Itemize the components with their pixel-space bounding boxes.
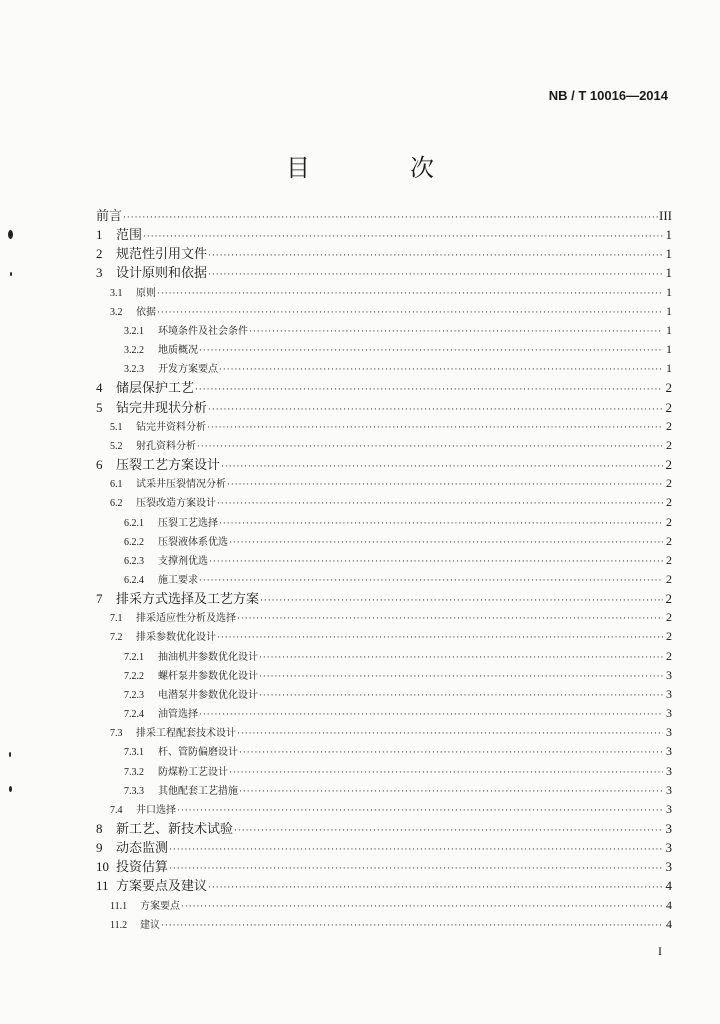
toc-entry-label: 其他配套工艺措施 bbox=[158, 785, 238, 797]
toc-entry-number: 5.2 bbox=[110, 440, 123, 452]
toc-entry-page: 2 bbox=[666, 648, 672, 663]
dot-leader bbox=[169, 860, 663, 879]
toc-entry[interactable] bbox=[96, 455, 672, 474]
toc-entry-page: 2 bbox=[666, 610, 672, 625]
dot-leader bbox=[195, 381, 663, 400]
toc-entry[interactable] bbox=[96, 263, 672, 282]
toc-entry-number: 11.1 bbox=[110, 900, 128, 912]
toc-entry-label: 射孔资料分析 bbox=[136, 440, 196, 452]
toc-entry-page: 2 bbox=[666, 571, 672, 586]
dot-leader bbox=[237, 725, 663, 744]
toc-entry-number: 3.1 bbox=[110, 287, 123, 299]
toc-entry-label: 排采方式选择及工艺方案 bbox=[116, 592, 260, 608]
toc-entry-page: 2 bbox=[665, 591, 672, 607]
toc-entry[interactable] bbox=[96, 206, 672, 225]
scan-speck bbox=[9, 752, 11, 757]
toc-entry-label: 依据 bbox=[136, 306, 156, 318]
toc-entry[interactable] bbox=[96, 551, 672, 570]
toc-entry-number: 6.1 bbox=[110, 479, 123, 491]
toc-entry-page: 2 bbox=[666, 552, 672, 567]
toc-entry-page: 3 bbox=[666, 801, 672, 816]
toc-entry-number: 6.2.3 bbox=[124, 555, 144, 567]
table-of-contents bbox=[96, 206, 672, 934]
toc-entry-page: 2 bbox=[666, 629, 672, 644]
toc-entry-page: 1 bbox=[665, 246, 672, 262]
toc-entry[interactable] bbox=[96, 398, 672, 417]
dot-leader bbox=[217, 629, 663, 648]
scan-speck bbox=[8, 230, 13, 239]
toc-entry-number: 7.1 bbox=[110, 613, 123, 625]
dot-leader bbox=[208, 401, 663, 420]
toc-entry-page: 1 bbox=[666, 284, 672, 299]
toc-entry-page: 2 bbox=[665, 399, 672, 415]
toc-entry-page: 3 bbox=[666, 763, 672, 778]
page-title: 目 次 bbox=[286, 154, 472, 182]
toc-entry[interactable] bbox=[96, 723, 672, 742]
toc-entry-label: 地质概况 bbox=[158, 345, 198, 357]
toc-entry-label: 抽油机井参数优化设计 bbox=[158, 651, 258, 663]
toc-entry-number: 6.2 bbox=[110, 498, 123, 510]
toc-entry-number: 3.2.3 bbox=[124, 364, 144, 376]
toc-entry-label: 动态监测 bbox=[116, 841, 169, 857]
toc-entry-page: 3 bbox=[666, 667, 672, 682]
toc-entry-label: 储层保护工艺 bbox=[116, 381, 195, 397]
toc-entry-page: III bbox=[659, 208, 672, 223]
toc-entry-number: 11.2 bbox=[110, 919, 128, 931]
toc-entry[interactable] bbox=[96, 340, 672, 359]
toc-entry-label: 试采井压裂情况分析 bbox=[136, 479, 226, 491]
toc-entry[interactable] bbox=[96, 513, 672, 532]
dot-leader bbox=[239, 744, 663, 763]
toc-entry-label: 油管选择 bbox=[158, 709, 198, 721]
toc-entry-label: 原则 bbox=[136, 287, 156, 299]
toc-entry[interactable] bbox=[96, 378, 672, 397]
toc-entry-number: 7.3.2 bbox=[124, 766, 144, 778]
toc-entry-number: 6.2.2 bbox=[124, 536, 144, 548]
toc-entry-label: 建议 bbox=[140, 919, 160, 931]
toc-entry-label: 杆、管防偏磨设计 bbox=[158, 747, 238, 759]
toc-entry-page: 1 bbox=[665, 265, 672, 281]
toc-entry-label: 规范性引用文件 bbox=[116, 247, 208, 263]
dot-leader bbox=[227, 476, 663, 495]
toc-entry[interactable] bbox=[96, 819, 672, 838]
toc-entry-label: 开发方案要点 bbox=[158, 364, 218, 376]
toc-entry[interactable] bbox=[96, 608, 672, 627]
scan-speck bbox=[10, 272, 12, 276]
toc-entry-label: 方案要点及建议 bbox=[116, 879, 208, 895]
toc-entry[interactable] bbox=[96, 781, 672, 800]
dot-leader bbox=[229, 534, 663, 553]
toc-entry[interactable] bbox=[96, 876, 672, 895]
toc-entry-number: 5.1 bbox=[110, 421, 123, 433]
toc-entry-number: 6.2.4 bbox=[124, 574, 144, 586]
toc-entry-number: 3.2 bbox=[110, 306, 123, 318]
dot-leader bbox=[259, 649, 663, 668]
toc-entry-page: 3 bbox=[665, 821, 672, 836]
toc-entry-label: 新工艺、新技术试验 bbox=[116, 822, 234, 837]
toc-entry[interactable] bbox=[96, 302, 672, 321]
toc-entry-number: 7.2.3 bbox=[124, 689, 144, 701]
dot-leader bbox=[181, 898, 663, 917]
dot-leader bbox=[199, 572, 663, 591]
toc-entry[interactable] bbox=[96, 417, 672, 436]
toc-entry[interactable] bbox=[96, 589, 672, 608]
toc-entry-label: 范围 bbox=[116, 228, 143, 244]
toc-entry-page: 1 bbox=[666, 322, 672, 337]
standard-code: NB / T 10016—2014 bbox=[548, 88, 668, 103]
toc-entry-label: 压裂工艺方案设计 bbox=[116, 458, 221, 474]
toc-entry[interactable] bbox=[96, 570, 672, 589]
toc-entry-page: 1 bbox=[665, 227, 672, 243]
toc-entry-label: 投资估算 bbox=[116, 860, 169, 876]
toc-entry-number: 3 bbox=[96, 265, 103, 281]
toc-entry-number: 3.2.1 bbox=[124, 325, 144, 337]
toc-entry[interactable] bbox=[96, 225, 672, 244]
dot-leader bbox=[208, 266, 663, 285]
toc-entry-number: 8 bbox=[96, 821, 103, 836]
toc-entry-page: 1 bbox=[666, 361, 672, 376]
toc-entry-label: 压裂液体系优选 bbox=[158, 536, 228, 548]
toc-entry[interactable] bbox=[96, 436, 672, 455]
toc-entry-number: 6.2.1 bbox=[124, 517, 144, 529]
dot-leader bbox=[197, 438, 663, 457]
toc-entry-label: 电潜泵井参数优化设计 bbox=[158, 689, 258, 701]
dot-leader bbox=[143, 228, 663, 247]
toc-entry-label: 井口选择 bbox=[136, 804, 176, 816]
toc-entry[interactable] bbox=[96, 244, 672, 263]
toc-entry-page: 3 bbox=[665, 859, 672, 875]
toc-entry-page: 2 bbox=[666, 476, 672, 491]
dot-leader bbox=[157, 304, 663, 323]
toc-entry[interactable] bbox=[96, 283, 672, 302]
toc-entry-number: 7 bbox=[96, 591, 103, 607]
toc-entry-number: 7.2 bbox=[110, 632, 123, 644]
toc-entry[interactable] bbox=[96, 838, 672, 857]
toc-entry[interactable] bbox=[96, 762, 672, 781]
page-number: I bbox=[658, 944, 662, 958]
dot-leader bbox=[237, 610, 663, 629]
toc-entry-page: 1 bbox=[666, 342, 672, 357]
toc-entry-number: 7.4 bbox=[110, 804, 123, 816]
toc-entry[interactable] bbox=[96, 666, 672, 685]
toc-entry[interactable] bbox=[96, 915, 672, 934]
dot-leader bbox=[199, 706, 663, 725]
toc-entry[interactable] bbox=[96, 493, 672, 512]
toc-entry-label: 方案要点 bbox=[140, 900, 180, 912]
toc-entry[interactable] bbox=[96, 647, 672, 666]
dot-leader bbox=[169, 841, 663, 860]
dot-leader bbox=[208, 247, 663, 266]
toc-entry-number: 11 bbox=[96, 878, 109, 894]
toc-entry-label: 排采工程配套技术设计 bbox=[136, 728, 236, 740]
toc-entry-page: 2 bbox=[665, 457, 672, 473]
toc-entry-number: 7.2.4 bbox=[124, 709, 144, 721]
toc-entry-page: 2 bbox=[666, 495, 672, 510]
toc-entry-page: 3 bbox=[666, 744, 672, 759]
toc-entry-number: 4 bbox=[96, 380, 103, 396]
toc-entry-label: 支撑剂优选 bbox=[158, 555, 208, 567]
dot-leader bbox=[208, 879, 663, 898]
dot-leader bbox=[217, 495, 663, 514]
toc-entry-number: 7.3.3 bbox=[124, 785, 144, 797]
toc-entry-page: 3 bbox=[666, 686, 672, 701]
toc-entry-page: 2 bbox=[666, 437, 672, 452]
dot-leader bbox=[249, 323, 663, 342]
toc-entry[interactable] bbox=[96, 474, 672, 493]
toc-entry[interactable] bbox=[96, 742, 672, 761]
toc-entry-label: 前言 bbox=[96, 209, 123, 224]
toc-entry[interactable] bbox=[96, 627, 672, 646]
toc-entry[interactable] bbox=[96, 685, 672, 704]
toc-entry-label: 压裂工艺选择 bbox=[158, 517, 218, 529]
dot-leader bbox=[229, 764, 663, 783]
dot-leader bbox=[199, 342, 663, 361]
toc-entry-label: 排采适应性分析及选择 bbox=[136, 613, 236, 625]
toc-entry-label: 压裂改造方案设计 bbox=[136, 498, 216, 510]
dot-leader bbox=[260, 592, 663, 611]
dot-leader bbox=[161, 917, 663, 936]
toc-entry-page: 2 bbox=[666, 533, 672, 548]
dot-leader bbox=[123, 209, 658, 228]
toc-entry-page: 3 bbox=[666, 706, 672, 721]
toc-entry[interactable] bbox=[96, 896, 672, 915]
dot-leader bbox=[177, 802, 663, 821]
dot-leader bbox=[207, 419, 663, 438]
toc-entry[interactable] bbox=[96, 857, 672, 876]
toc-entry-number: 5 bbox=[96, 399, 103, 415]
toc-entry-number: 2 bbox=[96, 246, 103, 262]
toc-entry[interactable] bbox=[96, 532, 672, 551]
toc-entry-label: 施工要求 bbox=[158, 574, 198, 586]
dot-leader bbox=[209, 553, 663, 572]
dot-leader bbox=[259, 687, 663, 706]
toc-entry[interactable] bbox=[96, 800, 672, 819]
toc-entry-label: 设计原则和依据 bbox=[116, 266, 208, 282]
toc-entry[interactable] bbox=[96, 359, 672, 378]
toc-entry-number: 9 bbox=[96, 840, 103, 856]
toc-entry-number: 7.3.1 bbox=[124, 747, 144, 759]
toc-entry-label: 防煤粉工艺设计 bbox=[158, 766, 228, 778]
toc-entry-label: 环境条件及社会条件 bbox=[158, 325, 248, 337]
toc-entry-number: 7.2.2 bbox=[124, 670, 144, 682]
toc-entry-page: 3 bbox=[666, 782, 672, 797]
toc-entry-page: 4 bbox=[666, 897, 672, 912]
toc-entry-page: 3 bbox=[665, 840, 672, 856]
toc-entry-number: 10 bbox=[96, 859, 109, 875]
toc-entry[interactable] bbox=[96, 321, 672, 340]
toc-entry-label: 排采参数优化设计 bbox=[136, 632, 216, 644]
dot-leader bbox=[219, 515, 663, 534]
scan-speck bbox=[9, 786, 12, 792]
dot-leader bbox=[239, 783, 663, 802]
toc-entry-page: 2 bbox=[666, 514, 672, 529]
toc-entry-page: 4 bbox=[665, 878, 672, 894]
dot-leader bbox=[221, 458, 663, 477]
dot-leader bbox=[157, 285, 663, 304]
toc-entry-number: 1 bbox=[96, 227, 103, 243]
toc-entry-page: 2 bbox=[665, 380, 672, 396]
toc-entry-number: 7.3 bbox=[110, 728, 123, 740]
toc-entry-label: 螺杆泵井参数优化设计 bbox=[158, 670, 258, 682]
toc-entry-label: 钻完井现状分析 bbox=[116, 400, 208, 416]
dot-leader bbox=[234, 822, 663, 841]
toc-entry[interactable] bbox=[96, 704, 672, 723]
toc-entry-page: 4 bbox=[666, 916, 672, 931]
dot-leader bbox=[219, 361, 663, 380]
toc-entry-page: 2 bbox=[666, 418, 672, 433]
toc-entry-page: 3 bbox=[666, 725, 672, 740]
toc-entry-page: 1 bbox=[666, 303, 672, 318]
toc-entry-number: 3.2.2 bbox=[124, 345, 144, 357]
dot-leader bbox=[259, 668, 663, 687]
toc-entry-number: 6 bbox=[96, 457, 103, 473]
toc-entry-number: 7.2.1 bbox=[124, 651, 144, 663]
toc-entry-label: 钻完井资料分析 bbox=[136, 421, 206, 433]
